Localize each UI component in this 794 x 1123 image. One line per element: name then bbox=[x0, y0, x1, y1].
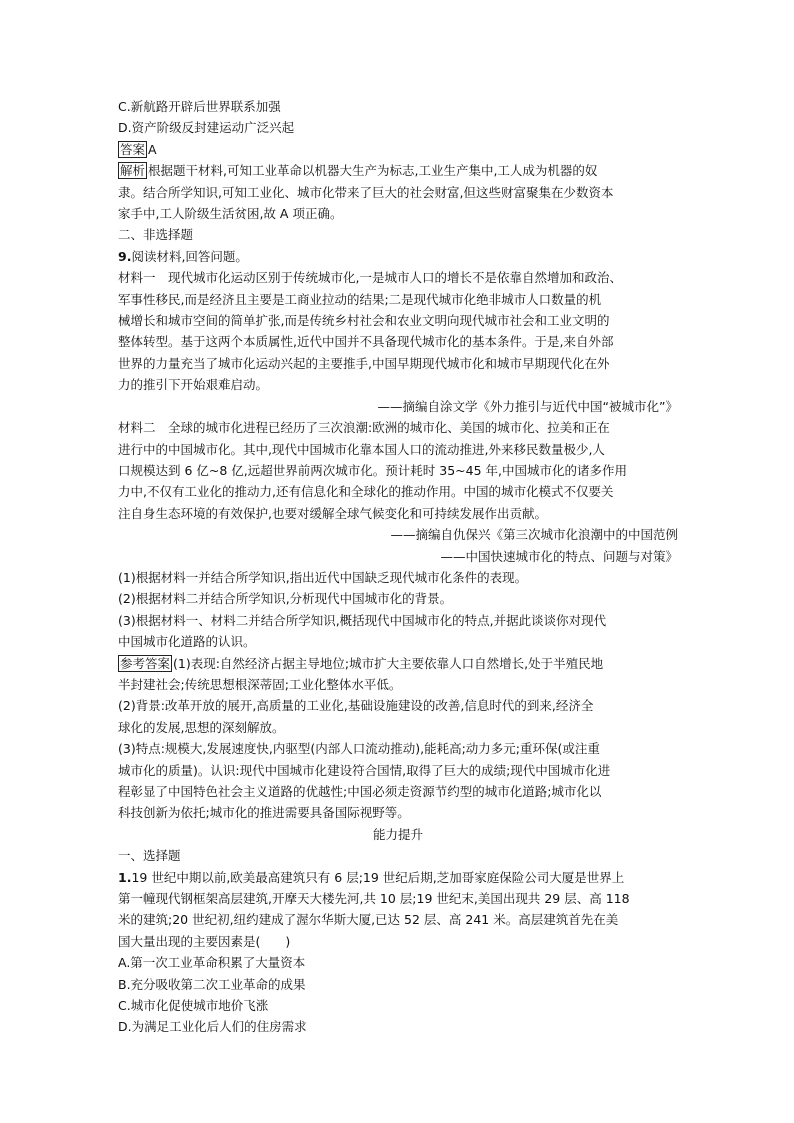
line-text: (2)背景:改革开放的展开,高质量的工业化,基础设施建设的改善,信息时代的到来,经济全 bbox=[118, 698, 594, 714]
text-line bbox=[118, 160, 678, 181]
text-line bbox=[118, 353, 678, 374]
text-line bbox=[118, 310, 678, 331]
line-text: 力的推引下开始艰难启动。 bbox=[118, 377, 269, 393]
line-text: 注自身生态环境的有效保护,也要对缓解全球气候变化和可持续发展作出贡献。 bbox=[118, 505, 547, 521]
text-line bbox=[118, 117, 678, 138]
line-text: ——摘编自涂文学《外力推引与近代中国“被城市化”》 bbox=[377, 398, 678, 414]
text-line bbox=[118, 802, 678, 823]
text-line bbox=[118, 439, 678, 460]
text-line bbox=[118, 203, 678, 224]
text-line bbox=[118, 760, 678, 781]
text-line bbox=[118, 717, 678, 738]
question-number: 9. bbox=[118, 248, 132, 264]
text-line bbox=[118, 246, 678, 267]
document-page bbox=[118, 96, 678, 1038]
text-line bbox=[118, 674, 678, 695]
line-text: 球化的发展,思想的深刻解放。 bbox=[118, 719, 285, 735]
text-line bbox=[118, 396, 678, 417]
text-line bbox=[118, 546, 678, 567]
line-text: (1)表现:自然经济占据主导地位;城市扩大主要依靠人口自然增长,处于半殖民地 bbox=[173, 655, 604, 671]
line-text: B.充分吸收第二次工业革命的成果 bbox=[118, 976, 306, 992]
answer-tag: 答案 bbox=[120, 141, 146, 157]
line-text: 中国城市化道路的认识。 bbox=[118, 634, 256, 650]
line-text: A.第一次工业革命积累了大量资本 bbox=[118, 955, 306, 971]
line-text: 家手中,工人阶级生活贫困,故 A 项正确。 bbox=[118, 206, 343, 222]
text-line bbox=[118, 224, 678, 245]
line-text: 能力提升 bbox=[372, 826, 423, 842]
line-text: D.为满足工业化后人们的住房需求 bbox=[118, 1019, 307, 1035]
line-text: 米的建筑;20 世纪初,纽约建成了渥尔华斯大厦,已达 52 层、高 241 米。高层建筑首先在美 bbox=[118, 912, 619, 928]
line-text: 世界的力量充当了城市化运动兴起的主要推手,中国早期现代城市化和城市早期现代化在外 bbox=[118, 355, 610, 371]
line-text: C.城市化促使城市地价飞涨 bbox=[118, 998, 269, 1014]
text-line bbox=[118, 695, 678, 716]
line-text: 口规模达到 6 亿~8 亿,远超世界前两次城市化。预计耗时 35~45 年,中国城市化的诸多作用 bbox=[118, 462, 627, 478]
line-text: 械增长和城市空间的简单扩张,而是传统乡村社会和农业文明向现代城市社会和工业文明的 bbox=[118, 313, 610, 329]
line-text: 第一幢现代钢框架高层建筑,开摩天大楼先河,共 10 层;19 世纪末,美国出现共 29 层、高 118 bbox=[118, 891, 630, 907]
text-line bbox=[118, 139, 678, 160]
text-line bbox=[118, 781, 678, 802]
line-text: ——中国快速城市化的特点、问题与对策》 bbox=[440, 548, 678, 564]
line-text: 科技创新为依托;城市化的推进需要具备国际视野等。 bbox=[118, 805, 410, 821]
line-text: 阅读材料,回答问题。 bbox=[131, 248, 248, 264]
line-text: 材料一 现代城市化运动区别于传统城市化,一是城市人口的增长不是依靠自然增加和政治、 bbox=[118, 270, 622, 286]
answer-tag: 解析 bbox=[120, 163, 146, 179]
line-text: (3)根据材料一、材料二并结合所学知识,概括现代中国城市化的特点,并据此谈谈你对现代 bbox=[118, 612, 607, 628]
line-text: 国大量出现的主要因素是( ) bbox=[118, 933, 291, 949]
line-text: 隶。结合所学知识,可知工业化、城市化带来了巨大的社会财富,但这些财富聚集在少数资本 bbox=[118, 184, 614, 200]
text-line bbox=[118, 374, 678, 395]
text-line bbox=[118, 631, 678, 652]
text-line bbox=[118, 567, 678, 588]
text-line bbox=[118, 995, 678, 1016]
line-text: C.新航路开辟后世界联系加强 bbox=[118, 99, 281, 114]
text-line bbox=[118, 1016, 678, 1037]
text-line bbox=[118, 460, 678, 481]
line-text: 军事性移民,而是经济且主要是工商业拉动的结果;二是现代城市化绝非城市人口数量的机 bbox=[118, 291, 602, 307]
line-text: 一、选择题 bbox=[118, 848, 181, 864]
answer-tag: 参考答案 bbox=[120, 655, 171, 671]
text-line bbox=[118, 974, 678, 995]
line-text: (1)根据材料一并结合所学知识,指出近代中国缺乏现代城市化条件的表现。 bbox=[118, 569, 528, 585]
text-line bbox=[118, 867, 678, 888]
text-line bbox=[118, 824, 678, 845]
line-text: 材料二 全球的城市化进程已经历了三次浪潮:欧洲的城市化、美国的城市化、拉美和正在 bbox=[118, 420, 610, 436]
line-text: A bbox=[148, 141, 157, 157]
line-text: 进行中的中国城市化。其中,现代中国城市化靠本国人口的流动推进,外来移民数量极少,人 bbox=[118, 441, 605, 457]
text-line bbox=[118, 888, 678, 909]
text-line bbox=[118, 96, 678, 117]
text-line bbox=[118, 909, 678, 930]
text-line bbox=[118, 653, 678, 674]
text-line bbox=[118, 931, 678, 952]
text-line bbox=[118, 481, 678, 502]
question-number: 1. bbox=[118, 869, 132, 885]
text-line bbox=[118, 845, 678, 866]
line-text: ——摘编自仇保兴《第三次城市化浪潮中的中国范例 bbox=[390, 527, 678, 543]
line-text: 城市化的质量)。认识:现代中国城市化建设符合国情,取得了巨大的成绩;现代中国城市化进 bbox=[118, 762, 611, 778]
text-line bbox=[118, 503, 678, 524]
line-text: 二、非选择题 bbox=[118, 227, 194, 243]
text-line bbox=[118, 289, 678, 310]
line-text: 根据题干材料,可知工业革命以机器大生产为标志,工业生产集中,工人成为机器的奴 bbox=[148, 163, 598, 179]
text-line bbox=[118, 952, 678, 973]
text-line bbox=[118, 588, 678, 609]
text-line bbox=[118, 738, 678, 759]
text-line bbox=[118, 267, 678, 288]
line-text: D.资产阶级反封建运动广泛兴起 bbox=[118, 120, 295, 136]
text-line bbox=[118, 524, 678, 545]
text-line bbox=[118, 182, 678, 203]
line-text: 半封建社会;传统思想根深蒂固;工业化整体水平低。 bbox=[118, 676, 402, 692]
line-text: 程彰显了中国特色社会主义道路的优越性;中国必须走资源节约型的城市化道路;城市化以 bbox=[118, 784, 602, 799]
line-text: 力中,不仅有工业化的推动力,还有信息化和全球化的推动作用。中国的城市化模式不仅要关 bbox=[118, 484, 614, 500]
line-text: 整体转型。基于这两个本质属性,近代中国并不具备现代城市化的基本条件。于是,来自外部 bbox=[118, 334, 614, 350]
text-line bbox=[118, 331, 678, 352]
line-text: (2)根据材料二并结合所学知识,分析现代中国城市化的背景。 bbox=[118, 591, 453, 607]
text-line bbox=[118, 610, 678, 631]
text-line bbox=[118, 417, 678, 438]
line-text: 19 世纪中期以前,欧美最高建筑只有 6 层;19 世纪后期,芝加哥家庭保险公司大厦是世界上 bbox=[131, 869, 625, 885]
line-text: (3)特点:规模大,发展速度快,内驱型(内部人口流动推动),能耗高;动力多元;重环保(或注重 bbox=[118, 741, 600, 757]
